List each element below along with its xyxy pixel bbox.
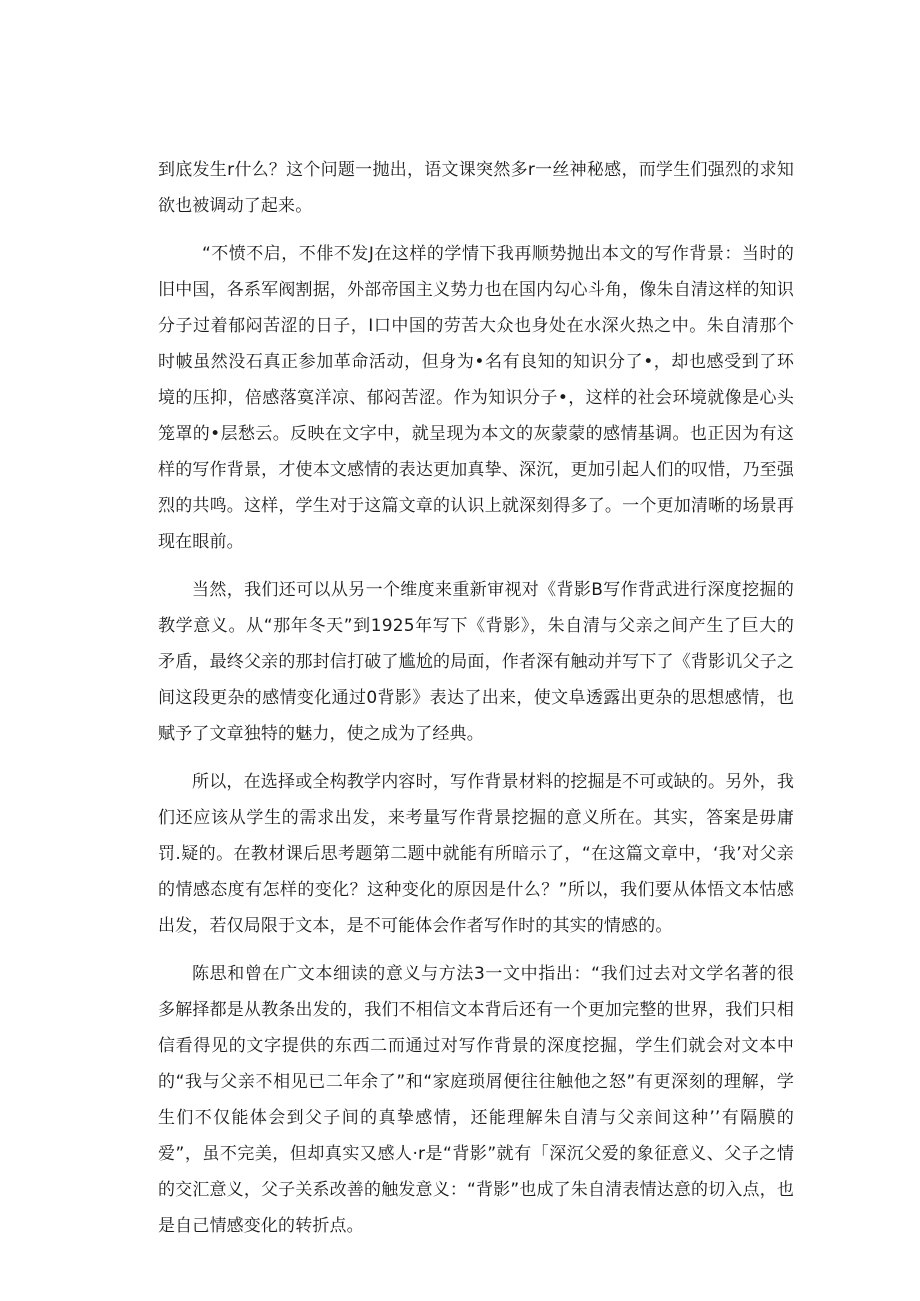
paragraph-1: 到底发生r什么？这个问题一抛出，语文课突然多r一丝神秘感，而学生们强烈的求知欲也被调动了起来。 xyxy=(158,160,794,216)
paragraph-5: 陈思和曾在广文本细读的意义与方法3一文中指出：“我们过去对文学名著的很多解择都是从教条出发的，我们不相信文本背后还有一个更加完整的世界，我们只相信看得见的文字提供的东西二而通过对写作背景的深度挖掘，学生们就会对文本中的“我与父亲不相见已二年余了”和“家庭琐屑便往往触他之怒”有更深刻的理解，学生们不仅能体会到父子间的真挚感情，还能理解朱自清与父亲间这种’’有隔膜的爱”，虽不完美，但却真实又感人·r是“背影”就有「深沉父爱的象征意义、父子之情的交汇意义，父子关系改善的触发意义：“背影”也成了朱自清表情达意的切入点，也是自己情感变化的转折点。 xyxy=(158,964,794,1236)
paragraph-2: “不愤不启，不俳不发J在这样的学情下我再顺势抛出本文的写作背景：当时的旧中国，各系军阀割据，外部帝国主义势力也在国内勾心斗角，像朱自清这样的知识分子过着郁闷苦涩的日子，I口中国的劳苦大众也身处在水深火热之中。朱自清那个时帔虽然没石真正参加革命活动，但身为•名有良知的知识分了•，却也感受到了环境的压抑，倍感落寞洋凉、郁闷苦涩。作为知识分子•，这样的社会环境就像是心头笼罩的•层愁云。反映在文字中，就呈现为本文的灰蒙蒙的感情基调。也正因为有这样的写作背景，才使本文感情的表达更加真挚、深沉，更加引起人们的叹惜，乃至强烈的共鸣。这样，学生对于这篇文章的认识上就深刻得多了。一个更加清晰的场景再现在眼前。 xyxy=(158,244,794,552)
paragraph-4: 所以，在选择或全构教学内容时，写作背景材料的挖掘是不可或缺的。另外，我们还应该从学生的需求出发，来考量写作背景挖掘的意义所在。其实，答案是毋庸罚.疑的。在教材课后思考题第二题中就能有所暗示了，“在这篇文章中，‘我’对父亲的情感态度有怎样的变化？这种变化的原因是什么？”所以，我们要从体悟文本怙感出发，若仅局限于文本，是不可能体会作者写作时的其实的情感的。 xyxy=(158,772,794,936)
document-body xyxy=(158,152,794,1256)
paragraph-3: 当然，我们还可以从另一个维度来重新审视对《背影B写作背武进行深度挖掘的教学意义。从“那年冬天”到1925年写下《背影》，朱自清与父亲之间产生了巨大的矛盾，最终父亲的那封信打破了尴尬的局面，作者深有触动并写下了《背影讥父子之间这段更杂的感情变化通过0背影》表达了出来，使文阜透露出更杂的思想感情，也赋予了文章独特的魅力，使之成为了经典。 xyxy=(158,580,794,744)
